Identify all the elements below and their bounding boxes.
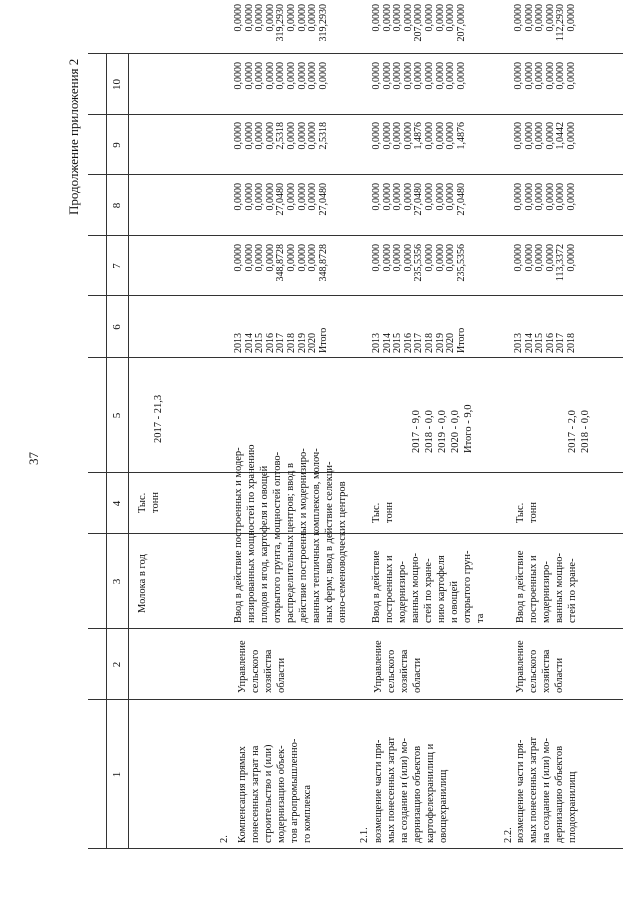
row-2-col6: 0,0000 0,0000 0,0000 0,0000 348,8728 0,0000 0,0000 0,0000 348,8728 [233,244,329,282]
header-bottom-border [128,54,129,849]
row-2-2-number: 2.2. [503,827,514,843]
header-col-7: 7 [111,263,123,269]
row-2-executor: Управление сельского хозяйства области [237,640,287,693]
column-divider [88,699,623,700]
row-2-indicator: Ввод в действие построенных и модер- низированных мощностей по хранению плодов и ягод, картофеля и овощей открытого грунта, мощностей оптово- распределительных центров; ввод в действие построенных и модернизиро- ванных тепличных комплексов, молоч- ных ферм; ввод в действие селекци- онно-семеноводческих центров [233,444,348,623]
column-divider [88,174,623,175]
row-2-2-years: 2013 2014 2015 2016 2017 2018 [513,333,577,353]
row-2-years: 2013 2014 2015 2016 2017 2018 2019 2020 Итого [233,327,329,353]
row-2-2-col9: 0,0000 0,0000 0,0000 0,0000 0,0000 0,0000 [513,62,577,90]
row-2-2-col6: 0,0000 0,0000 0,0000 0,0000 113,3372 0,0000 [513,244,577,282]
row-2-1-indicator: Ввод в действие построенных и модернизиро- ванных мощно- стей по хране- нию картофеля и овощей открытого грун- та [371,550,486,623]
row-2-1-value: 2017 - 9,0 2018 - 0,0 2019 - 0,0 2020 - 0,0 Итого - 9,0 [411,404,474,453]
row-2-name: Компенсация прямых понесенных затрат на строительство и (или) модернизацию объек- тов агропромышленно- го комплекса [237,738,313,843]
header-col-3: 3 [111,578,123,585]
header-col-8: 8 [111,202,123,209]
header-col-6: 6 [111,324,123,330]
table-border-left [88,848,623,849]
milk-unit: Тыс. тонн [137,492,161,513]
row-2-col9: 0,0000 0,0000 0,0000 0,0000 0,0000 0,0000 0,0000 0,0000 0,0000 [233,62,329,90]
milk-indicator: Молока в год [137,554,148,613]
header-col-9: 9 [111,142,123,148]
row-2-2-col10: 0,0000 0,0000 0,0000 0,0000 112,2930 0,0000 [513,4,577,42]
row-2-1-unit: Тыс. тонн [371,502,395,523]
row-2-1-col6: 0,0000 0,0000 0,0000 0,0000 235,5356 0,0000 0,0000 0,0000 235,5356 [371,244,467,282]
header-col-1: 1 [111,771,123,778]
row-2-1-name: возмещение части пря- мых понесенных затрат на создание и (или) мо- дернизацию объектов картофелехранилищ и овощехранилищ [373,736,449,843]
row-2-1-col7: 0,0000 0,0000 0,0000 0,0000 27,0480 0,0000 0,0000 0,0000 27,0480 [371,183,467,216]
table-border-right [88,53,623,54]
row-2-number: 2. [219,835,230,843]
row-2-col8: 0,0000 0,0000 0,0000 0,0000 2,5318 0,0000 0,0000 0,0000 2,5318 [233,122,329,150]
milk-value: 2017 - 21,3 [153,394,164,443]
row-2-2-indicator: Ввод в действие построенных и модернизиро- ванных мощно- стей по хране- [515,550,578,623]
column-divider [88,295,623,296]
row-2-1-col8: 0,0000 0,0000 0,0000 0,0000 1,4876 0,0000 0,0000 0,0000 1,4876 [371,122,467,150]
row-2-2-value: 2017 - 2,0 2018 - 0,0 [567,410,591,453]
column-divider [88,114,623,115]
column-divider [88,533,623,534]
page-number: 37 [26,452,41,465]
row-2-2-name: возмещение части пря- мых понесенных затрат на создание и (или) мо- дернизацию объектов плодохранилищ [515,736,578,843]
row-2-col10: 0,0000 0,0000 0,0000 0,0000 319,2930 0,0000 0,0000 0,0000 319,2930 [233,4,329,42]
row-2-1-number: 2.1. [359,827,370,843]
column-divider [88,472,623,473]
column-divider [88,235,623,236]
row-2-2-col7: 0,0000 0,0000 0,0000 0,0000 0,0000 0,0000 [513,183,577,211]
row-2-1-col10: 0,0000 0,0000 0,0000 0,0000 207,0000 0,0000 0,0000 0,0000 207,0000 [371,4,467,42]
row-2-2-col8: 0,0000 0,0000 0,0000 0,0000 1,0442 0,0000 [513,122,577,150]
row-2-1-executor: Управление сельского хозяйства области [373,640,423,693]
header-col-4: 4 [111,500,123,507]
header-col-5: 5 [111,412,123,419]
continuation-label: Продолжение приложения 2 [66,58,81,215]
header-col-10: 10 [111,79,123,90]
column-divider [88,357,623,358]
row-2-col7: 0,0000 0,0000 0,0000 0,0000 27,0480 0,0000 0,0000 0,0000 27,0480 [233,183,329,216]
header-col-2: 2 [111,661,123,668]
column-divider [88,628,623,629]
row-2-1-years: 2013 2014 2015 2016 2017 2018 2019 2020 Итого [371,327,467,353]
row-2-2-executor: Управление сельского хозяйства области [515,640,565,693]
row-2-1-col9: 0,0000 0,0000 0,0000 0,0000 0,0000 0,0000 0,0000 0,0000 0,0000 [371,62,467,90]
row-2-2-unit: Тыс. тонн [515,502,539,523]
